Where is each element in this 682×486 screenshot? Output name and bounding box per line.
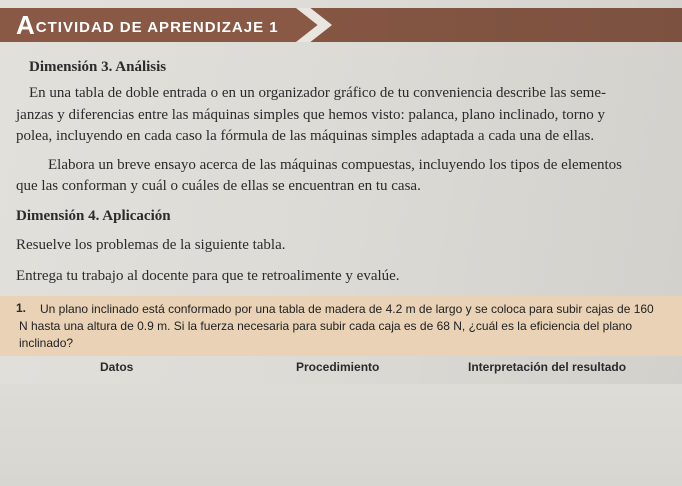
dimension4-line1: Resuelve los problemas de la siguiente tabla. [16,237,286,253]
dimension3-paragraph2-line1: Elabora un breve ensayo acerca de las máquinas compuestas, incluyendo los tipos de elementos [48,157,622,173]
problem-statement: Un plano inclinado está conformado por una tabla de madera de 4.2 m de largo y se coloca para subir cajas de 160 N hasta una altura de 0.9 m. Si la fuerza necesaria para subir cada caja es de 68 N, ¿cuál es la eficiencia del plano inclinado? [19,302,654,350]
column-header-procedimiento: Procedimiento [296,360,380,374]
dimension3-paragraph1-line1: En una tabla de doble entrada o en un organizador gráfico de tu conveniencia describe las seme- [29,85,606,101]
problem-number: 1. [16,301,27,315]
activity-title [16,11,279,42]
column-header-datos: Datos [100,360,134,374]
dimension3-paragraph1-line2: janzas y diferencias entre las máquinas simples que hemos visto: palanca, plano inclinado, torno y [16,107,605,123]
dimension3-paragraph1-line3: polea, incluyendo en cada caso la fórmula de las máquinas simples adaptada a cada una de ellas. [16,128,595,144]
dimension4-line2: Entrega tu trabajo al docente para que te retroalimente y evalúe. [16,268,400,284]
dimension4-heading: Dimensión 4. Aplicación [16,208,171,224]
activity-title-initial: A [16,10,36,40]
column-header-interpretacion: Interpretación del resultado [468,360,627,374]
answer-table-area [0,384,682,486]
dimension3-paragraph2-line2: que las conforman y cuál o cuáles de ellas se encuentran en tu casa. [16,178,421,194]
dimension3-heading: Dimensión 3. Análisis [29,59,167,75]
activity-title-rest: CTIVIDAD DE APRENDIZAJE 1 [35,19,279,36]
